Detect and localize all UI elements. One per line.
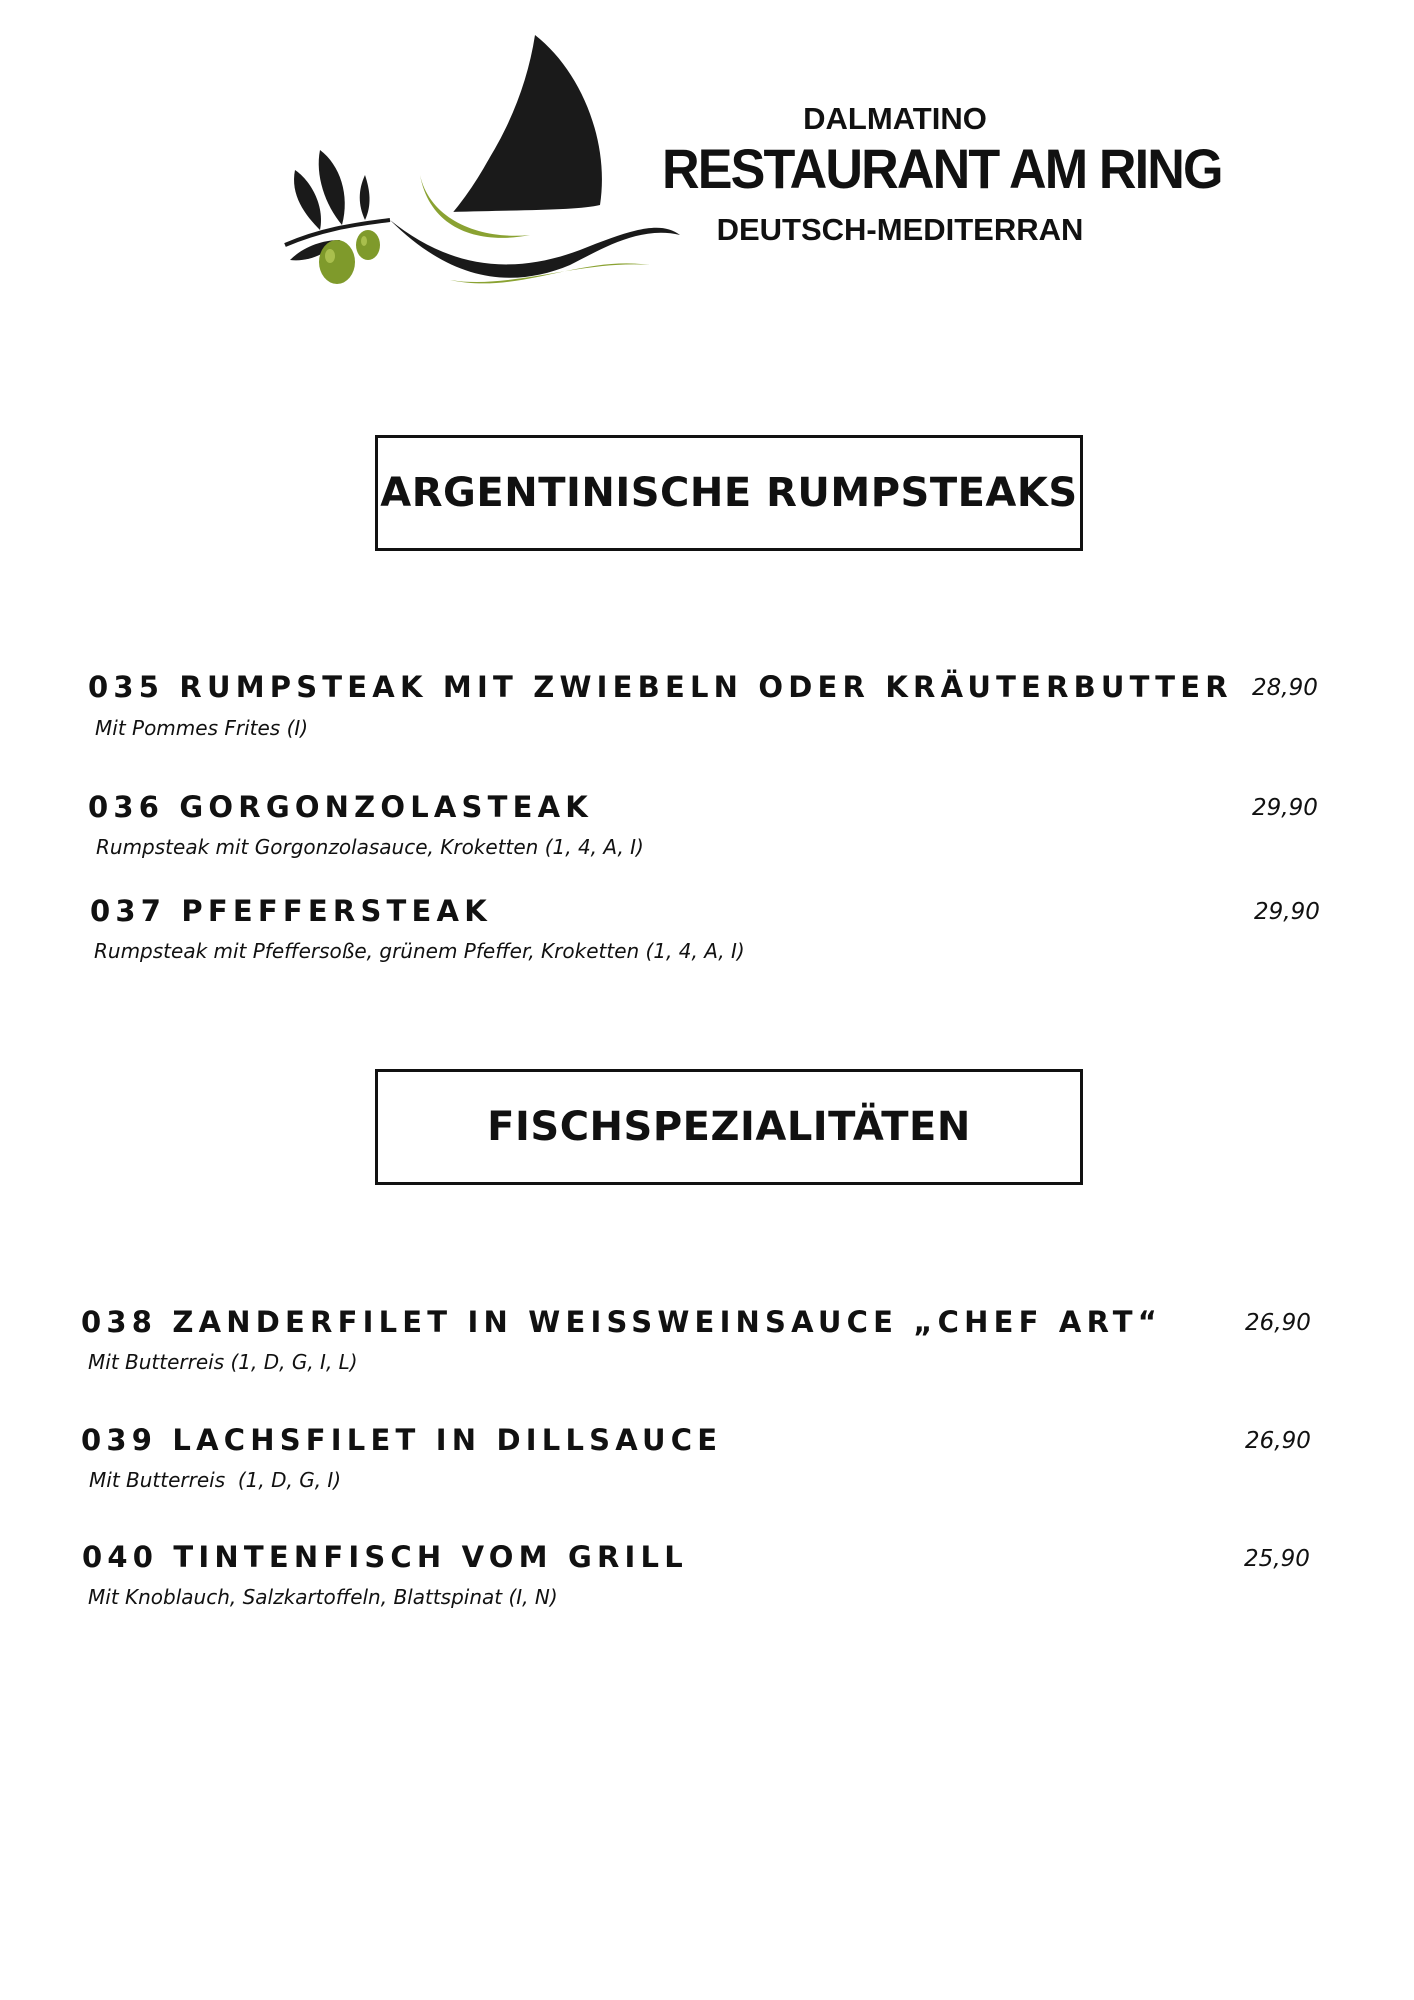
brand-tagline-sub: DEUTSCH-MEDITERRAN bbox=[716, 212, 1084, 247]
menu-item-price: 28,90 bbox=[1252, 675, 1318, 701]
menu-item-description: Mit Butterreis (1, D, G, I, L) bbox=[88, 1350, 358, 1374]
menu-item-price: 29,90 bbox=[1252, 795, 1318, 821]
menu-item-description: Rumpsteak mit Gorgonzolasauce, Kroketten (1, 4, A, I) bbox=[96, 835, 644, 859]
menu-item-title: 040 TINTENFISCH VOM GRILL bbox=[82, 1540, 688, 1574]
section-heading-fisch: FISCHSPEZIALITÄTEN bbox=[375, 1069, 1083, 1185]
menu-item-title: 037 PFEFFERSTEAK bbox=[90, 894, 492, 928]
menu-item-price: 26,90 bbox=[1245, 1310, 1311, 1336]
menu-item-title: 035 RUMPSTEAK MIT ZWIEBELN ODER KRÄUTERBUTTER bbox=[88, 670, 1233, 704]
menu-item-description: Mit Butterreis (1, D, G, I) bbox=[89, 1468, 342, 1492]
menu-item-description: Mit Pommes Frites (I) bbox=[95, 716, 309, 740]
menu-item-price: 25,90 bbox=[1244, 1546, 1310, 1572]
menu-item-description: Rumpsteak mit Pfeffersoße, grünem Pfeffer, Kroketten (1, 4, A, I) bbox=[94, 939, 745, 963]
brand-tagline-top: DALMATINO bbox=[803, 101, 987, 136]
brand-name: RESTAURANT AM RING bbox=[662, 137, 1222, 200]
menu-item-price: 26,90 bbox=[1245, 1428, 1311, 1454]
menu-item-title: 039 LACHSFILET IN DILLSAUCE bbox=[81, 1423, 723, 1457]
sailboat-olive-logo-icon bbox=[280, 30, 700, 300]
menu-item-title: 038 ZANDERFILET IN WEISSWEINSAUCE „CHEF ART“ bbox=[81, 1305, 1163, 1339]
section-heading-rumpsteaks: ARGENTINISCHE RUMPSTEAKS bbox=[375, 435, 1083, 551]
menu-item-title: 036 GORGONZOLASTEAK bbox=[88, 790, 593, 824]
menu-item-description: Mit Knoblauch, Salzkartoffeln, Blattspinat (I, N) bbox=[88, 1585, 558, 1609]
menu-item-price: 29,90 bbox=[1254, 899, 1320, 925]
